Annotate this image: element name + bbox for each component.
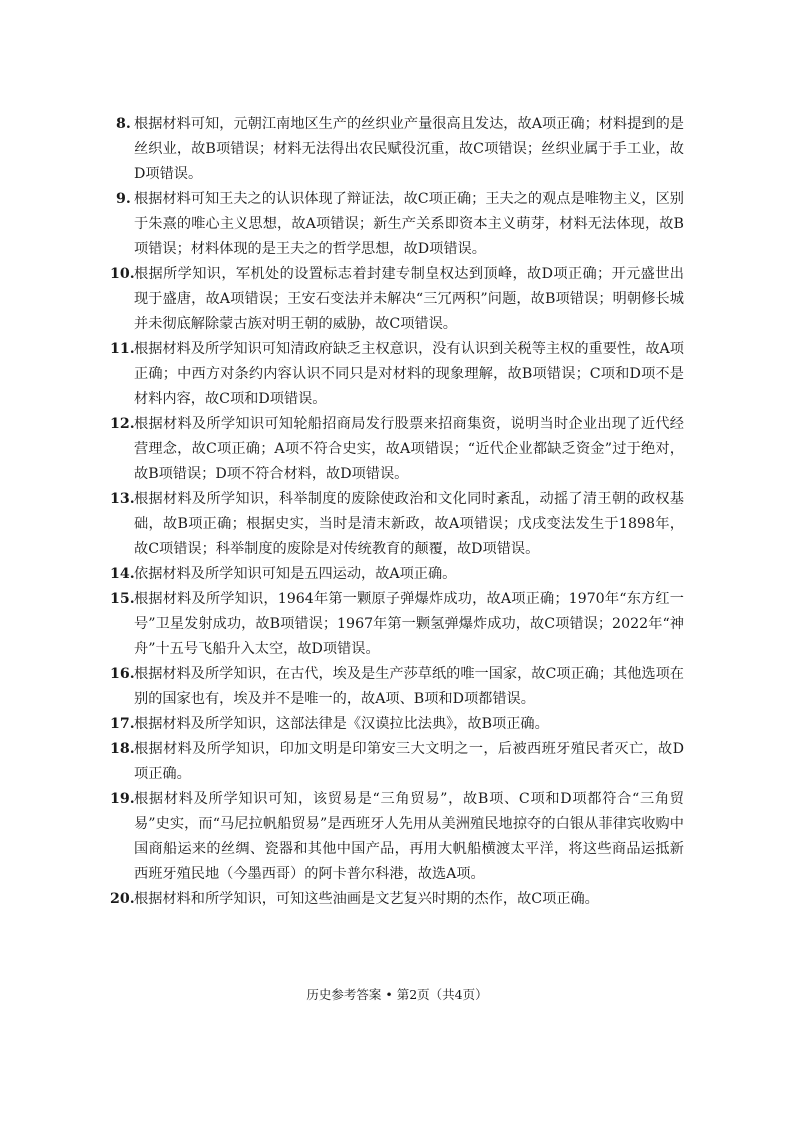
item-number: 19. (110, 791, 135, 807)
answer-item-19 (110, 787, 684, 887)
item-number: 18. (110, 741, 135, 757)
answer-list (110, 112, 684, 912)
answer-item-10 (110, 262, 684, 337)
item-text: 根据所学知识，军机处的设置标志着封建专制皇权达到顶峰，故D项正确；开元盛世出现于盛唐，故A项错误；王安石变法并未解决“三冗两积”问题，故B项错误；明朝修长城并未彻底解除蒙古族对明王朝的威胁，故C项错误。 (134, 266, 684, 332)
item-text: 根据材料及所学知识可知清政府缺乏主权意识，没有认识到关税等主权的重要性，故A项正确；中西方对条约内容认识不同只是对材料的现象理解，故B项错误；C项和D项不是材料内容，故C项和D项错误。 (134, 341, 684, 407)
item-text: 根据材料及所学知识，在古代，埃及是生产莎草纸的唯一国家，故C项正确；其他选项在别的国家也有，埃及并不是唯一的，故A项、B项和D项都错误。 (134, 666, 684, 707)
item-number: 9. (116, 191, 131, 207)
item-text: 依据材料及所学知识可知是五四运动，故A项正确。 (134, 566, 457, 582)
item-number: 17. (110, 716, 135, 732)
item-text: 根据材料及所学知识，1964年第一颗原子弹爆炸成功，故A项正确；1970年“东方红一号”卫星发射成功，故B项错误；1967年第一颗氢弹爆炸成功，故C项错误；2022年“神舟”十五号飞船升入太空，故D项错误。 (134, 591, 684, 657)
item-text: 根据材料及所学知识，科举制度的废除使政治和文化同时紊乱，动摇了清王朝的政权基础，故B项正确；根据史实，当时是清末新政，故A项错误；戊戌变法发生于1898年，故C项错误；科举制度的废除是对传统教育的颠覆，故D项错误。 (134, 491, 684, 557)
answer-item-14 (110, 562, 684, 587)
answer-item-20 (110, 887, 684, 912)
answer-item-17 (110, 712, 684, 737)
item-text: 根据材料及所学知识可知，该贸易是“三角贸易”，故B项、C项和D项都符合“三角贸易”史实，而“马尼拉帆船贸易”是西班牙人先用从美洲殖民地掠夺的白银从菲律宾收购中国商船运来的丝绸、瓷器和其他中国产品，再用大帆船横渡太平洋，将这些商品运抵新西班牙殖民地（今墨西哥）的阿卡普尔科港，故选A项。 (134, 791, 684, 882)
item-text: 根据材料及所学知识，这部法律是《汉谟拉比法典》，故B项正确。 (134, 716, 549, 732)
answer-item-9 (116, 187, 684, 262)
answer-item-12 (110, 412, 684, 487)
item-number: 12. (110, 416, 135, 432)
item-number: 11. (110, 341, 135, 357)
answer-item-18 (110, 737, 684, 787)
item-number: 14. (110, 566, 135, 582)
item-number: 16. (110, 666, 135, 682)
item-text: 根据材料及所学知识可知轮船招商局发行股票来招商集资，说明当时企业出现了近代经营理念，故C项正确；A项不符合史实，故A项错误；“近代企业都缺乏资金”过于绝对，故B项错误；D项不符合材料，故D项错误。 (134, 416, 684, 482)
item-number: 10. (110, 266, 135, 282)
item-text: 根据材料和所学知识，可知这些油画是文艺复兴时期的杰作，故C项正确。 (134, 891, 599, 907)
item-text: 根据材料及所学知识，印加文明是印第安三大文明之一，后被西班牙殖民者灭亡，故D项正确。 (134, 741, 684, 782)
item-number: 13. (110, 491, 135, 507)
answer-item-8 (116, 112, 684, 187)
answer-item-13 (110, 487, 684, 562)
answer-item-16 (110, 662, 684, 712)
item-number: 8. (116, 116, 131, 132)
item-number: 15. (110, 591, 135, 607)
item-text: 根据材料可知，元朝江南地区生产的丝织业产量很高且发达，故A项正确；材料提到的是丝织业，故B项错误；材料无法得出农民赋役沉重，故C项错误；丝织业属于手工业，故D项错误。 (134, 116, 684, 182)
answer-item-15 (110, 587, 684, 662)
answer-item-11 (110, 337, 684, 412)
page-footer: 历史参考答案 • 第2页（共4页） (306, 987, 488, 1002)
item-number: 20. (110, 891, 135, 907)
item-text: 根据材料可知王夫之的认识体现了辩证法，故C项正确；王夫之的观点是唯物主义，区别于朱熹的唯心主义思想，故A项错误；新生产关系即资本主义萌芽，材料无法体现，故B项错误；材料体现的是王夫之的哲学思想，故D项错误。 (134, 191, 684, 257)
